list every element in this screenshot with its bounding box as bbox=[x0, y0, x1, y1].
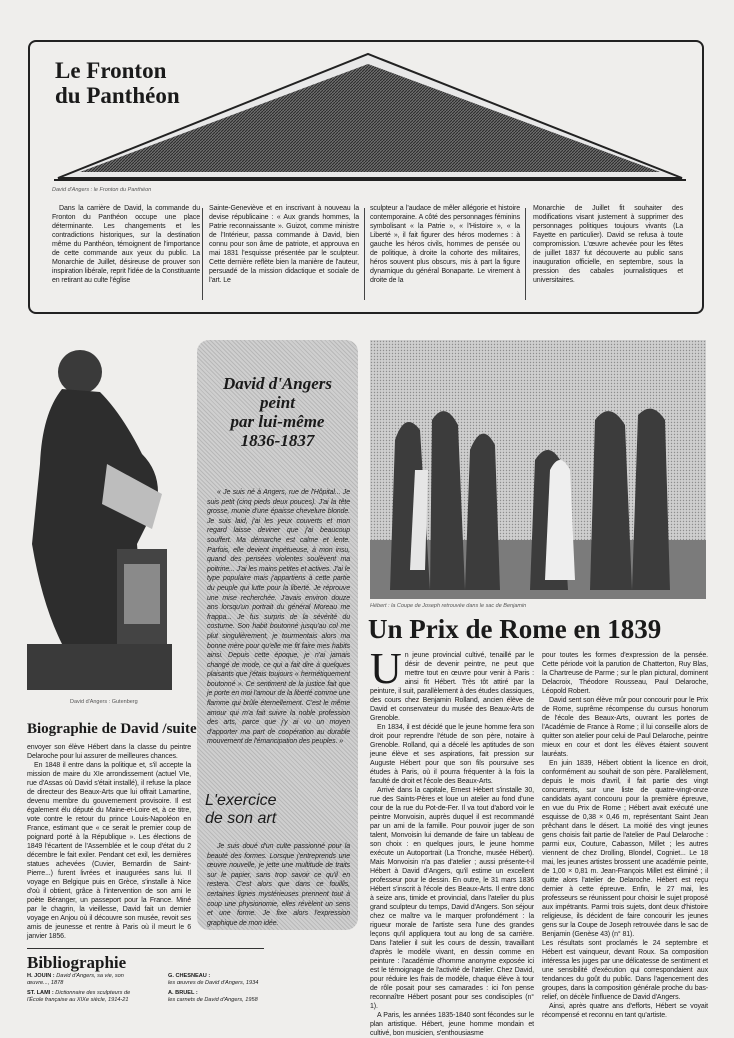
paragraph: Sainte-Geneviève et en inscrivant à nouveau la devise républicaine : « Aux grands hommes, la Patrie reconnaissante ». Guizot, comme ministre de l'Intérieur, passa commande à David, bien connu pour son âme de patriote, et approuva en mai 1831 l'esquisse présentée par le sculpteur. Cette dernière reflète bien la manière de l'auteur, persuadé de la mission didactique et sociale de l'art. Le bbox=[209, 205, 359, 284]
paragraph: Monarchie de Juillet fit souhaiter des modifications visant justement à supprimer des personnages politiques toujours vivants (La Fayette en particulier). David se refusa à toute compromission. L'œuvre achevée pour les fêtes de juillet 1837 fut découverte au public sans inauguration officielle, en septembre, sous la pression des cabales journalistiques et universitaires. bbox=[533, 205, 683, 284]
drop-cap: U bbox=[370, 644, 402, 693]
bib-entry bbox=[27, 990, 137, 1004]
title-line: David d'Angers bbox=[222, 374, 333, 393]
bib-author: ST. LAMI : bbox=[27, 990, 54, 996]
divider bbox=[525, 208, 526, 300]
bib-work: les œuvres de David d'Angers, 1934 bbox=[168, 980, 259, 986]
pediment-caption: David d'Angers : le Fronton du Panthéon bbox=[52, 187, 152, 193]
paragraph: Dans la carrière de David, la commande du Fronton du Panthéon occupe une place déterminante. Les changements et les contradictions historiques, sur la destination même du Panthéon, témoignent de l'importance de cette commande aux yeux du public. La Monarchie de Juillet, désireuse de prouver son inspiration libérale, reprit l'idée de la Constituante en retirant au culte l'église bbox=[52, 205, 200, 284]
fronton-col-2 bbox=[209, 204, 359, 285]
title-line: peint bbox=[260, 393, 295, 412]
paragraph: David sent son élève mûr pour concourir pour le Prix de Rome, suprême récompense du cursus honorum de l'école des Beaux-Arts, ouvrant les portes de l'Académie de France à Rome ; il lui conseille alors de quitter son atelier pour celui de Paul Delaroche, peintre mieux en cour et dont les élèves étaient souvent lauréats. bbox=[542, 697, 708, 758]
autoportrait-panel bbox=[197, 340, 358, 930]
painting-caption: Hébert : la Coupe de Joseph retrouvée dans le sac de Benjamin bbox=[370, 603, 527, 609]
fronton-col-3 bbox=[370, 204, 520, 285]
paragraph: En 1848 il entre dans la politique et, s'il accepte la mission de maire du XIe arrondissement (actuel VIe, rue d'Assas où David s'était installé), il refuse la place de directeur des Beaux-Arts que lui offrait Lamartine, devenu membre du gouvernement provisoire. Il est également élu député du Maine-et-Loire et, à ce titre, vote contre le retour du prince Louis-Napoléon en France, estimant que « ce serait le premier coup de poignard porté à la République ». Les élections de 1849 l'écartent de l'Assemblée et le coup d'état du 2 décembre le fait exiler. Pendant cet exil, les dernières statues achevées (Cuvier, Bernardin de Saint-Pierre...) furent livrées et inaugurées sans lui. Il voyage en Belgique puis en Grèce, s'installe à Nice d'où il obtient, grâce à l'intervention de son ami le poète Béranger, un passeport pour la France. Miné par le chagrin, la vieillesse, David fait un dernier voyage en Anjou où il découvre son musée, revoit ses amis de jeunesse et rentre à Paris où il meurt le 6 janvier 1856. bbox=[27, 762, 191, 940]
fronton-col-1 bbox=[52, 204, 200, 285]
bib-author: G. CHESNEAU : bbox=[168, 973, 211, 979]
bib-author: H. JOUIN : bbox=[27, 973, 55, 979]
title-line: Le Fronton bbox=[55, 58, 167, 83]
gutenberg-statue-image bbox=[22, 344, 177, 696]
exercice-heading bbox=[205, 792, 277, 828]
bib-work: les carnets de David d'Angers, 1958 bbox=[168, 997, 258, 1003]
bib-author: A. BRUEL : bbox=[168, 990, 198, 996]
paragraph: envoyer son élève Hébert dans la classe du peintre Delaroche pour lui assurer de meilleures chances. bbox=[27, 744, 191, 760]
title-line: du Panthéon bbox=[55, 83, 180, 108]
bibliographie-heading: Bibliographie bbox=[27, 953, 127, 972]
paragraph: Arrivé dans la capitale, Ernest Hébert s'installe 30, rue des Saints-Pères et loue un atelier au fond d'une cour de la rue du Pot-de-Fer. Il va tout d'abord voir le peintre Monvoisin, auprès duquel il est recommandé par un ami de la famille. Pour pouvoir juger de son talent, Monvoisin lui demande de faire un tableau de son choix : en quelques jours, le jeune homme exécute un Autoportrait (La Tronche, musée Hébert). Mais Monvoisin n'a pas d'atelier ; aussi présente-t-il Hébert à David d'Angers, qu'il estime un excellent professeur pour le dessin. En outre, le 31 mars 1836 Hébert s'inscrit à l'école des Beaux-Arts. Il entre donc à seize ans, timide et provincial, dans l'atelier du plus grand sculpteur du temps, David d'Angers. Son séjour chez ce maître va le marquer profondément : la rigueur morale de l'artiste sera l'une des grandes leçons qu'il appliquera tout au long de sa carrière. Dans l'atelier il suit les cours de dessin, travaillant d'après le modèle vivant, en dessin comme en peinture : l'académie d'homme anonyme exposée ici est le témoignage de l'activité de l'atelier. Chez David, pour réduire les frais de modèle, chaque élève à tour de rôle posait pour ses camarades : ici l'on pense reconnaître Hébert posant pour ses condisciples (n° 1). bbox=[370, 787, 534, 1010]
biographie-heading: Biographie de David /suite bbox=[27, 721, 197, 737]
title-line: de son art bbox=[205, 810, 277, 827]
divider bbox=[202, 208, 203, 300]
bib-entry bbox=[168, 973, 268, 987]
paragraph: Ainsi, après quatre ans d'efforts, Hébert se voyait récompensé et reconnu en tant qu'artiste. bbox=[542, 1003, 708, 1019]
statue-caption: David d'Angers : Gutenberg bbox=[70, 699, 138, 705]
title-line: par lui-même bbox=[230, 412, 325, 431]
autoportrait-title bbox=[197, 374, 358, 450]
paragraph: Les résultats sont proclamés le 24 septembre et Hébert est vainqueur, devant Roux. Sa composition intéressa les juges par une délicatesse de sentiment et une sensibilité d'exécution qui correspondaient aux tendances du goût du public. Dans l'agencement des groupes, dans la composition générale proche du bas-relief, on décèle l'influence de David d'Angers. bbox=[542, 940, 708, 1001]
paragraph: En juin 1839, Hébert obtient la licence en droit, conformément au souhait de son père. Parallèlement, depuis le mois d'avril, il fait partie des vingt concurrents, sur une liste de quatre-vingt-onze candidats ayant concouru pour la première épreuve, en vue du Prix de Rome ; Hébert avait exécuté une esquisse de 0,38 × 0,46 m, représentant Saint Jean prêchant dans le désert. La moitié des vingt jeunes gens choisis fait partie de l'atelier de Paul Delaroche : parmi eux, Couture, Cabasson, Millet ; les autres viennent de chez Drolling, Blondel, Cogniet... Le 18 mai, les jeunes artistes brossent une académie peinte, de 1,00 × 0,81 m. Jean-François Millet est éliminé ; il quitte alors l'atelier de Delaroche. Hébert est reçu dernier à cette épreuve. Enfin, le 27 mai, les professeurs se réunissent pour choisir le sujet proposé aux impétrants. Parmi trois sujets, dont deux d'histoire religieuse, ils décident de faire concourir les jeunes gens sur la Coupe de Joseph retrouvée dans le sac de Benjamin (Genèse 43) (n° 81). bbox=[542, 760, 708, 938]
bib-entry bbox=[27, 973, 137, 987]
prix-col-2 bbox=[542, 651, 708, 1020]
exercice-text bbox=[207, 842, 350, 928]
prix-col-1 bbox=[370, 644, 534, 1038]
prix-heading: Un Prix de Rome en 1839 bbox=[368, 614, 662, 644]
biographie-text bbox=[27, 743, 191, 941]
paragraph: A Paris, les années 1835-1840 sont fécondes sur le plan artistique. Hébert, jeune homme mondain et cultivé, bon musicien, s'enthousiasme bbox=[370, 1012, 534, 1037]
bib-entry bbox=[168, 990, 268, 1004]
bib-work: David d'Angers, sa vie, son œuvre..., 1878 bbox=[27, 973, 124, 986]
fronton-col-4 bbox=[533, 204, 683, 285]
divider bbox=[364, 208, 365, 300]
pediment-image bbox=[50, 48, 690, 184]
paragraph: « Je suis né à Angers, rue de l'Hôpital... Je suis petit (cinq pieds deux pouces). J'ai la tête grosse, munie d'une épaisse chevelure blonde. Je suis laid, j'ai les yeux couverts et mon regard laisse deviner que j'ai beaucoup souffert. Ma démarche est calme et lente. Parfois, elle devient impétueuse, à mon insu, quand des pensées violentes soulèvent ma poitrine... J'ai les mains petites et actives. J'ai le type populaire mais j'appartiens à cette partie du peuple qui lutte pour la liberté. Je réprouve une mise recherchée. J'avais environ douze ans lorsqu'un portrait du général Moreau me frappa... Je fus surpris de la sévérité du costume. Son habit boutonné jusqu'au col me plut singulièrement, je tourmentais alors ma bonne mère pour qu'elle me fit faire mes habits ainsi. Depuis cette époque, je n'ai jamais changé de mode, ce qui a fait dire à quelques plaisants que j'étais toujours « hermétiquement boutonné ». Ce sentiment de la justice fait que je porte en moi l'amour de la liberté comme une flamme qui brûle éternellement. C'est le même amour qui m'a fait suivre la noble profession des arts, parce que j'y ai vu un moyen d'apporter ma part de coopération au durable mouvement de l'émancipation des peuples. » bbox=[207, 489, 350, 746]
paragraph: n jeune provincial cultivé, tenaillé par le désir de devenir peintre, ne peut que mettre tout en œuvre pour venir à Paris : ainsi fit Hébert. Très tôt attiré par la peinture, il suit, parallèlement à des études classiques, des cours chez Benjamin Rolland, ancien élève de David et conservateur du musée des Beaux-Arts de Grenoble. bbox=[370, 652, 534, 722]
paragraph: sculpteur a l'audace de mêler allégorie et histoire contemporaine. A côté des personnages féminins symbolisant « la Patrie », « l'Histoire », « la Liberté », il fait figurer des héros modernes : à gauche les héros civils, hommes de pensée ou de politique, à droite la cohorte des militaires, héros souvent plus obscurs, mis à part la figure dynamique du général Bonaparte. Le virement à droite de la bbox=[370, 205, 520, 284]
title-line: 1836-1837 bbox=[240, 431, 315, 450]
hebert-painting-image bbox=[370, 340, 706, 599]
bib-work: Dictionnaire des sculpteurs de l'École française au XIXe siècle, 1914-21 bbox=[27, 990, 131, 1003]
paragraph: pour toutes les formes d'expression de la pensée. Cette période voit la parution de Chatterton, Ruy Blas, la Chartreuse de Parme ; sur le plan pictural, dominent Delacroix, Théodore Rousseau, Paul Delaroche, Léopold Robert. bbox=[542, 652, 708, 695]
divider bbox=[27, 948, 264, 949]
paragraph: En 1834, il est décidé que le jeune homme fera son droit pour reprendre l'étude de son père, notaire à Grenoble. Rolland, qui a décelé les aptitudes de son jeune élève et ses aspirations, fait pression sur Auguste Hébert pour que son fils poursuive ses études à Paris, où il pourra fréquenter à la fois la faculté de droit et l'école des Beaux-Arts. bbox=[370, 724, 534, 785]
paragraph: Je suis doué d'un culte passionné pour la beauté des formes. Lorsque j'entreprends une œuvre nouvelle, je jette une multitude de traits sur le papier, sans trop savoir ce qu'il en restera. C'est alors que dans ce fouillis, certaines lignes mystérieuses prennent tout à coup une physionomie, elles révèlent un sens et une forme. Je fixe alors l'expression graphique de mon idée. bbox=[207, 843, 350, 927]
title-line: L'exercice bbox=[205, 792, 277, 809]
autoportrait-quote bbox=[207, 488, 350, 747]
